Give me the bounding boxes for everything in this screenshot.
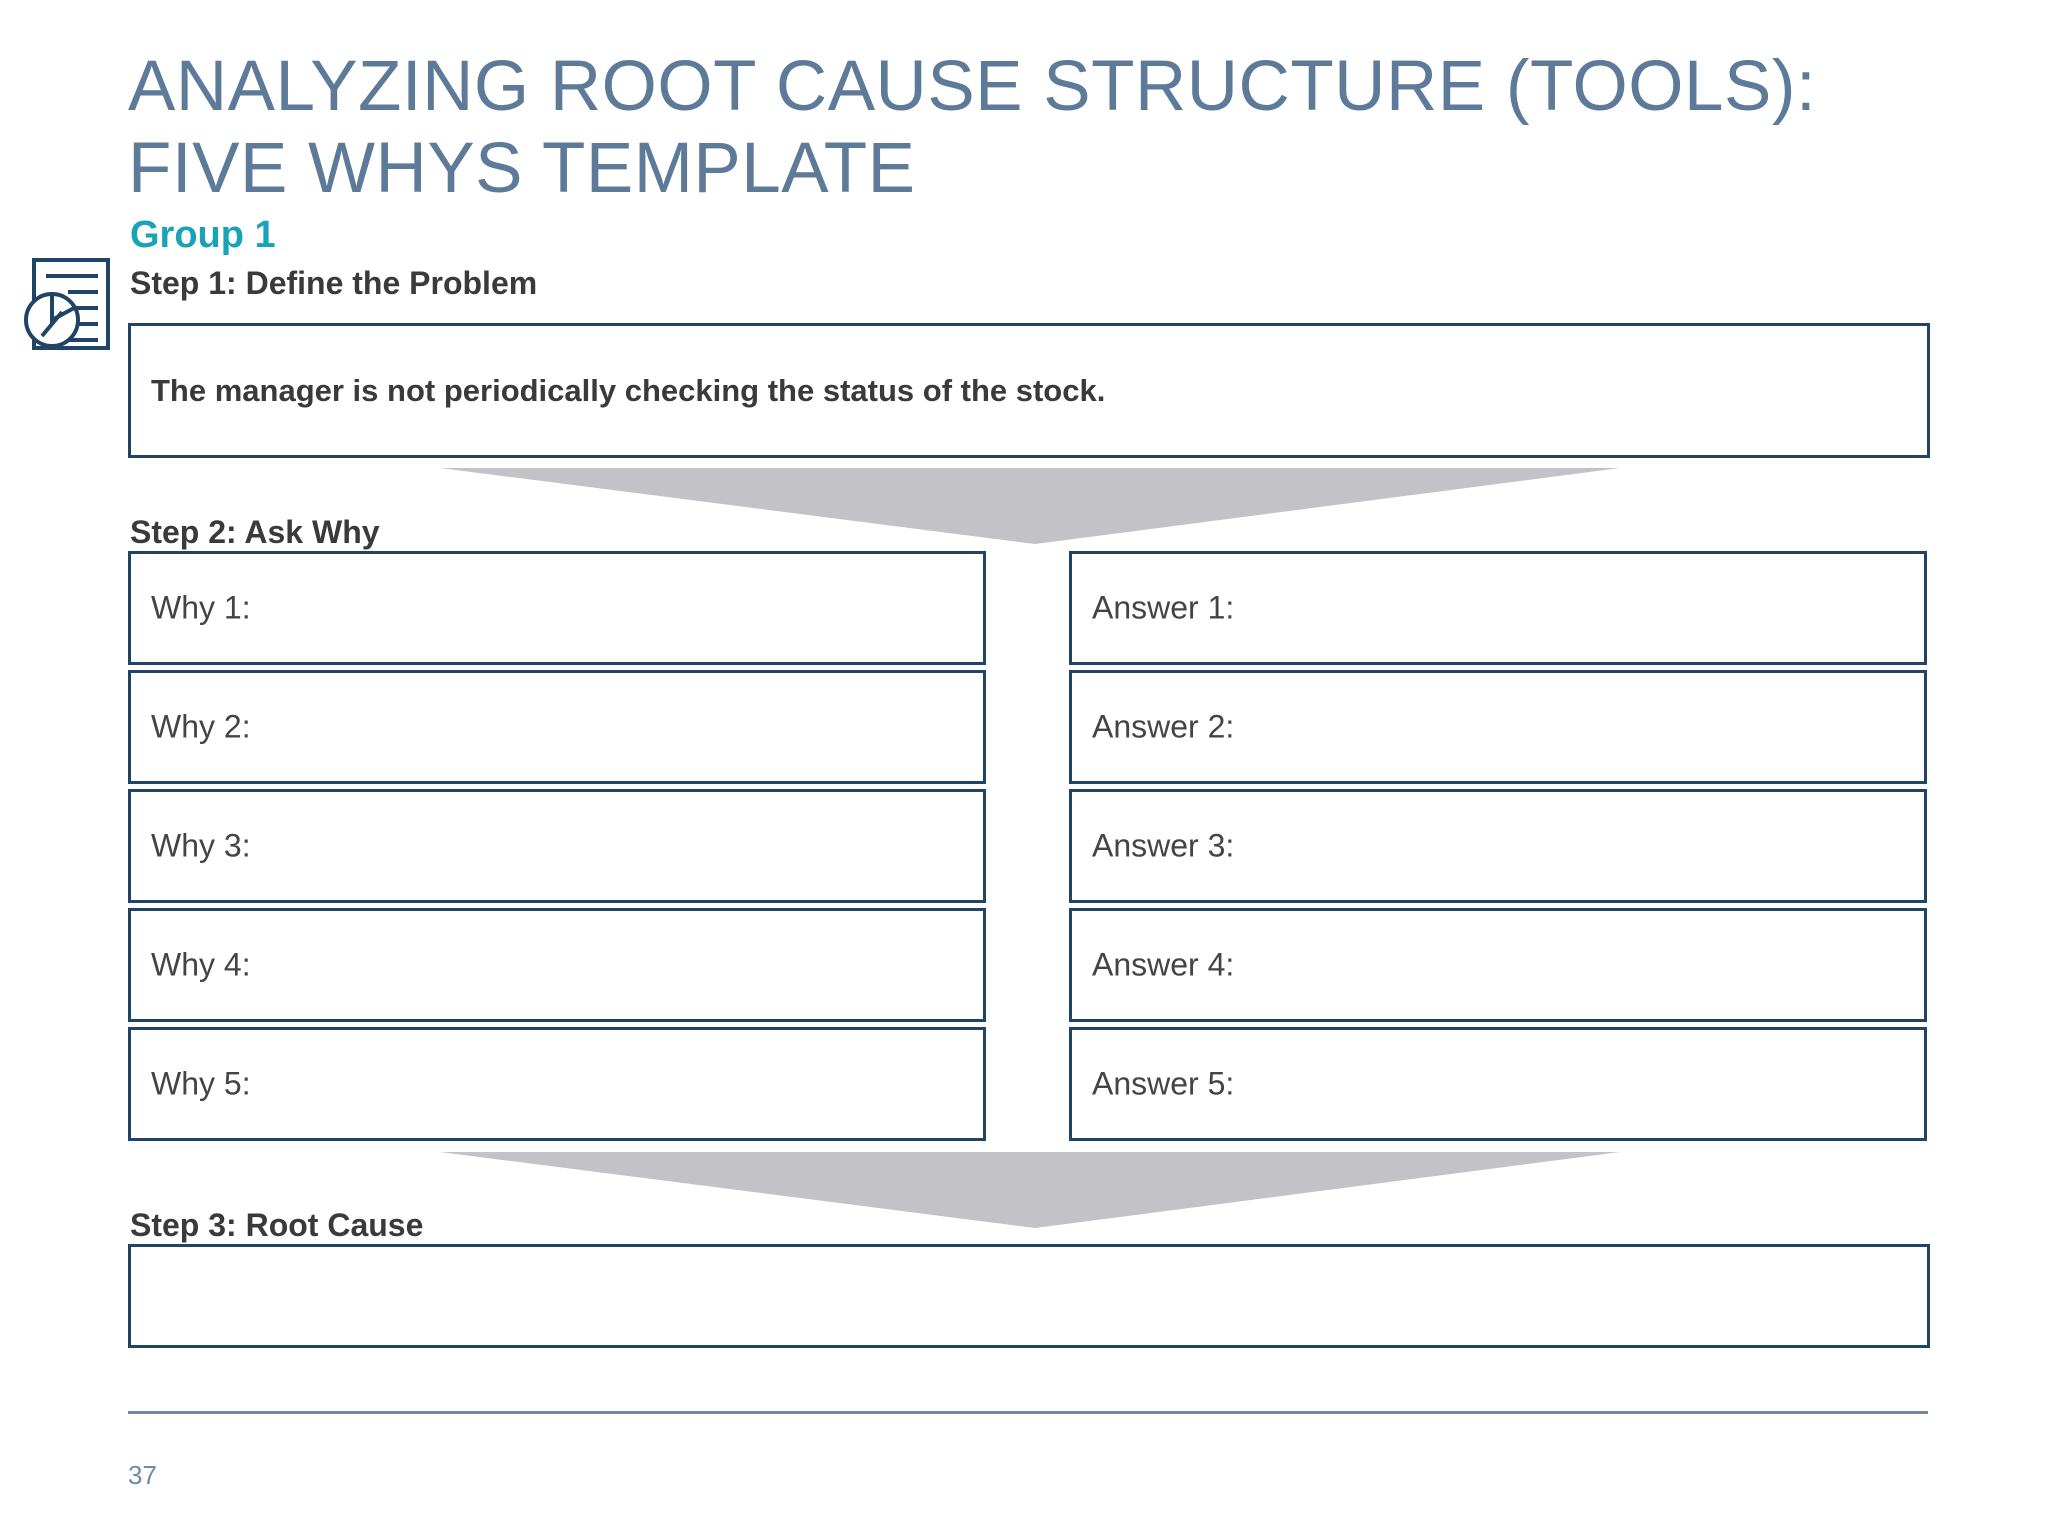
- why-label: Why 1:: [151, 589, 251, 626]
- group-label: Group 1: [130, 214, 276, 256]
- problem-box[interactable]: [128, 323, 1930, 458]
- why-box[interactable]: [128, 908, 986, 1022]
- answer-label: Answer 3:: [1092, 827, 1235, 864]
- answer-box[interactable]: [1069, 1027, 1927, 1141]
- answer-label: Answer 5:: [1092, 1065, 1235, 1102]
- problem-statement: The manager is not periodically checking the status of the stock.: [151, 372, 1106, 408]
- answer-label: Answer 1:: [1092, 589, 1235, 626]
- step3-label: Step 3: Root Cause: [130, 1207, 424, 1243]
- step1-label: Step 1: Define the Problem: [130, 265, 538, 301]
- why-label: Why 5:: [151, 1065, 251, 1102]
- why-label: Why 4:: [151, 946, 251, 983]
- document-chart-icon: [18, 256, 118, 356]
- answer-box[interactable]: [1069, 551, 1927, 665]
- answer-box[interactable]: [1069, 670, 1927, 784]
- why-box[interactable]: [128, 551, 986, 665]
- answer-box[interactable]: [1069, 789, 1927, 903]
- root-cause-box[interactable]: [128, 1244, 1930, 1348]
- answer-label: Answer 2:: [1092, 708, 1235, 745]
- answer-box[interactable]: [1069, 908, 1927, 1022]
- funnel-arrow: [440, 1152, 1620, 1230]
- why-label: Why 2:: [151, 708, 251, 745]
- why-label: Why 3:: [151, 827, 251, 864]
- page-number: 37: [128, 1460, 157, 1490]
- footer-divider: [128, 1411, 1928, 1414]
- slide-title: ANALYZING ROOT CAUSE STRUCTURE (TOOLS): FIVE WHYS TEMPLATE: [128, 47, 1817, 208]
- answer-label: Answer 4:: [1092, 946, 1235, 983]
- why-box[interactable]: [128, 789, 986, 903]
- why-box[interactable]: [128, 670, 986, 784]
- step2-label: Step 2: Ask Why: [130, 514, 380, 550]
- why-box[interactable]: [128, 1027, 986, 1141]
- funnel-arrow: [440, 468, 1620, 546]
